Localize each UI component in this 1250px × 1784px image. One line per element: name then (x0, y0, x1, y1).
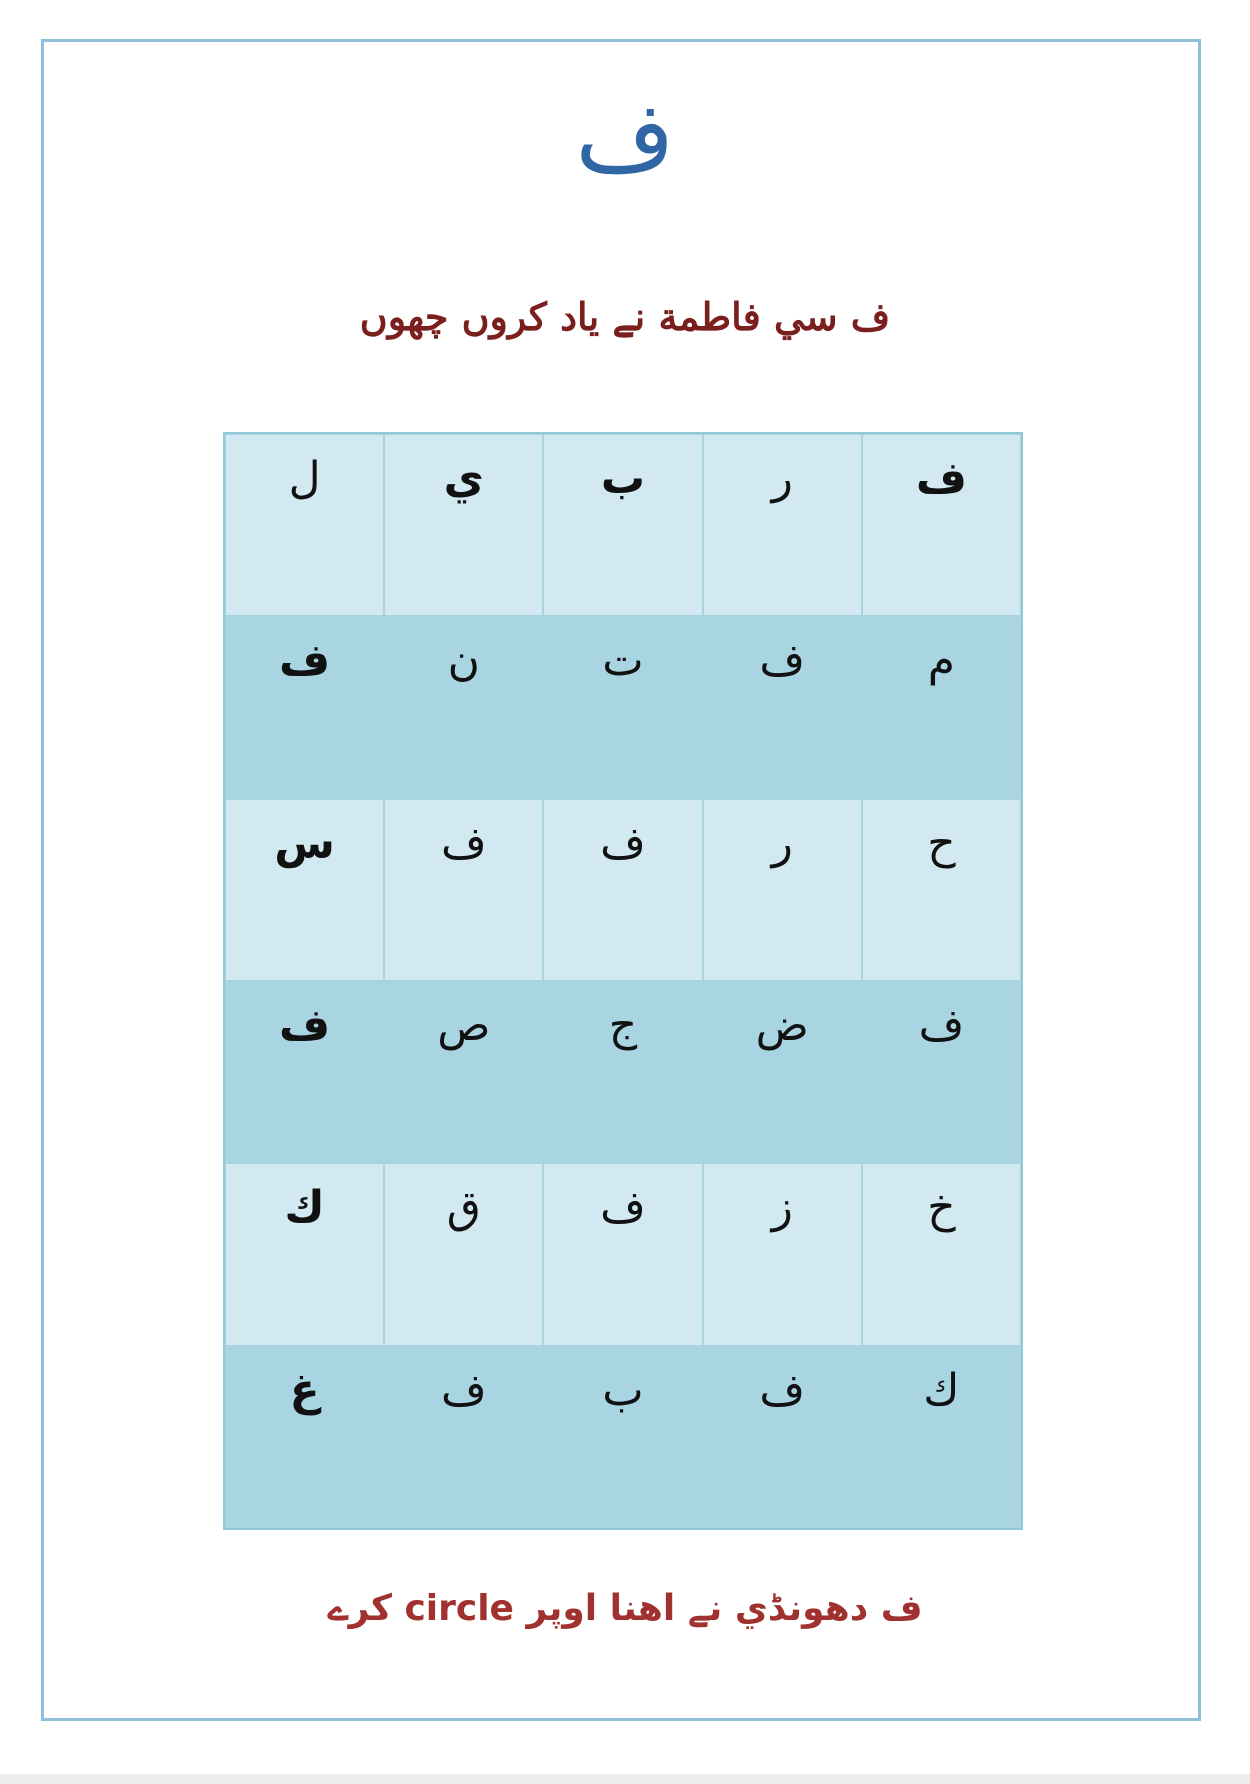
grid-cell[interactable]: ح (862, 799, 1021, 981)
grid-cell[interactable]: ف (862, 434, 1021, 616)
grid-cell[interactable]: ف (703, 1346, 862, 1528)
page-subtitle: ف سي فاطمة نے ياد كروں چھوں (359, 294, 891, 339)
grid-cell[interactable]: ب (543, 1346, 702, 1528)
grid-cell[interactable]: ج (543, 981, 702, 1163)
grid-cell[interactable]: ن (384, 616, 543, 798)
grid-cell[interactable]: خ (862, 1163, 1021, 1345)
grid-cell[interactable]: ك (225, 1163, 384, 1345)
grid-cell[interactable]: ز (703, 1163, 862, 1345)
grid-cell[interactable]: ر (703, 434, 862, 616)
grid-cell[interactable]: ض (703, 981, 862, 1163)
grid-cell[interactable]: ر (703, 799, 862, 981)
grid-cell[interactable]: س (225, 799, 384, 981)
grid-cell[interactable]: ف (225, 981, 384, 1163)
grid-cell[interactable]: ب (543, 434, 702, 616)
grid-cell[interactable]: ف (543, 799, 702, 981)
grid-cell[interactable]: ف (543, 1163, 702, 1345)
grid-cell[interactable]: ف (384, 799, 543, 981)
letter-grid (223, 432, 1023, 1530)
grid-cell[interactable]: م (862, 616, 1021, 798)
grid-cell[interactable]: ق (384, 1163, 543, 1345)
grid-cell[interactable]: ف (862, 981, 1021, 1163)
grid-cell[interactable]: ص (384, 981, 543, 1163)
grid-cell[interactable]: ي (384, 434, 543, 616)
grid-cell[interactable]: ف (225, 616, 384, 798)
featured-letter: ف (575, 81, 675, 193)
grid-cell[interactable]: ف (384, 1346, 543, 1528)
grid-cell[interactable]: ف (703, 616, 862, 798)
grid-cell[interactable]: ت (543, 616, 702, 798)
grid-cell[interactable]: ك (862, 1346, 1021, 1528)
grid-cell[interactable]: ل (225, 434, 384, 616)
bottom-bar (0, 1774, 1250, 1784)
grid-cell[interactable]: غ (225, 1346, 384, 1528)
instruction-text: ف دھونڈي نے اھنا اوپر circle كرے (327, 1588, 923, 1629)
